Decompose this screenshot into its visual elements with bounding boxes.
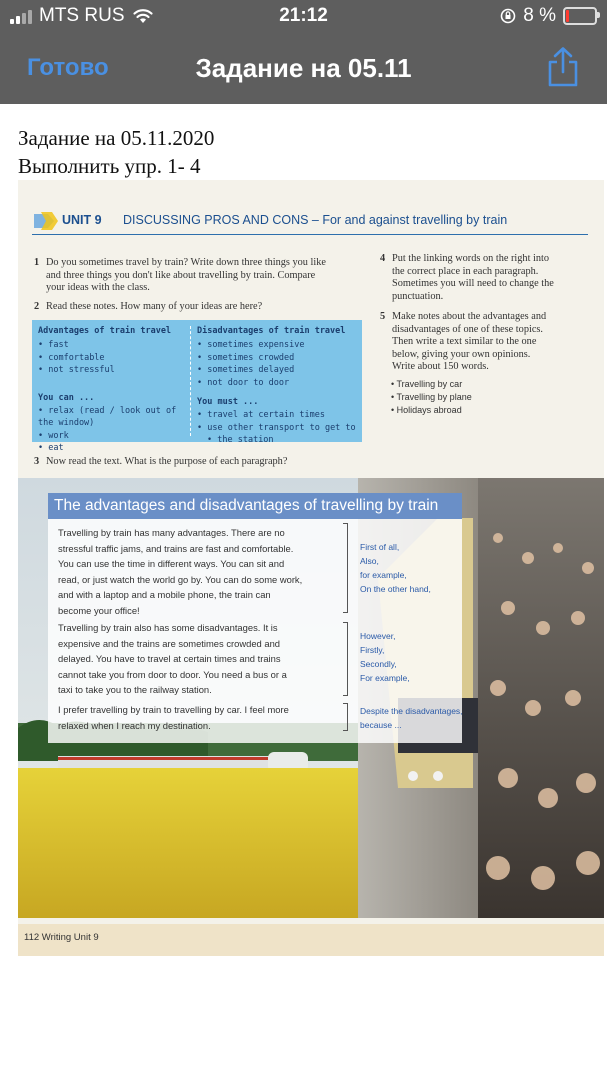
reading-title: The advantages and disadvantages of travelling by train: [48, 493, 462, 519]
note-item: • eat: [38, 442, 186, 455]
bracket: [343, 703, 348, 731]
note-item: • the station: [197, 434, 357, 447]
page-number: 112 Writing Unit 9: [24, 932, 99, 943]
carrier-label: MTS RUS: [39, 5, 125, 26]
advantages-column: [38, 326, 186, 455]
linking-word: First of all,: [360, 542, 400, 552]
bracket: [343, 523, 348, 613]
note-item: • not door to door: [197, 377, 357, 390]
question-text: Sometimes you will need to change the: [392, 278, 554, 289]
question-text: Then write a text similar to the one: [392, 336, 537, 347]
linking-word: Also,: [360, 556, 379, 566]
paragraph-line: stressful traffic jams, and trains are fast and comfortable.: [58, 542, 294, 554]
note-item: • comfortable: [38, 352, 186, 365]
you-can-header: You can ...: [38, 392, 95, 403]
paragraph-line: taxi to take you to the railway station.: [58, 684, 212, 695]
question-text: Put the linking words on the right into: [392, 253, 550, 264]
question-text: Make notes about the advantages and: [392, 311, 547, 322]
paragraph-line: You can use the time in different ways. You can sit and: [58, 558, 285, 569]
unit-header: [32, 210, 588, 235]
note-item: • sometimes crowded: [197, 352, 357, 365]
clock: 21:12: [279, 5, 328, 26]
linking-words-3: [360, 704, 463, 732]
question-text: the correct place in each paragraph.: [392, 265, 539, 277]
share-icon[interactable]: [545, 46, 581, 88]
paragraph-line: delayed. You have to travel at certain times and trains: [58, 653, 281, 664]
question-number: 5: [380, 311, 386, 322]
question-5: [380, 311, 592, 374]
status-bar: [0, 0, 607, 34]
disadvantages-header: Disadvantages of train travel: [197, 326, 346, 336]
paragraph-line: I prefer travelling by train to travelling by car. I feel more: [58, 704, 289, 715]
question-3: [34, 456, 366, 469]
note-item: • sometimes expensive: [197, 339, 357, 352]
topics-list: [391, 378, 472, 417]
advantages-header: Advantages of train travel: [38, 326, 172, 336]
textbook-page-image: [18, 180, 604, 956]
paragraph-line: relaxed when I reach my destination.: [58, 719, 211, 731]
note-item: • work: [38, 430, 186, 443]
linking-words-1: [360, 540, 431, 596]
document-line-task: Выполнить упр. 1- 4: [18, 154, 201, 178]
linking-word: Firstly,: [360, 645, 385, 655]
paragraph-line: and with a laptop and a mobile phone, the train can: [58, 589, 271, 600]
note-item: • use other transport to get to: [197, 422, 357, 435]
paragraph-line: cannot take you from door to door. You need a bus or a: [58, 668, 287, 680]
document-text: [18, 124, 214, 180]
linking-word: for example,: [360, 570, 407, 580]
question-text: Write about 150 words.: [392, 361, 489, 372]
question-text: punctuation.: [392, 290, 444, 302]
nav-title: Задание на 05.11: [195, 53, 412, 83]
question-text: below, giving your own opinions.: [392, 348, 531, 360]
linking-word: Despite the disadvantages,: [360, 706, 463, 716]
question-text: and three things you don't like about travelling by train. Compare: [46, 269, 316, 281]
linking-words-2: [360, 629, 410, 685]
topic-item: • Travelling by car: [391, 378, 472, 391]
question-text: your ideas with the class.: [46, 282, 150, 293]
nav-bar: [0, 34, 607, 104]
question-text: Read these notes. How many of your ideas are here?: [46, 301, 263, 312]
question-text: Do you sometimes travel by train? Write down three things you like: [46, 257, 326, 268]
paragraph-line: read, or just watch the world go by. You can do some work,: [58, 573, 303, 585]
unit-label: UNIT 9: [62, 213, 102, 227]
note-item: • not stressful: [38, 364, 186, 377]
paragraph-line: expensive and the trains are sometimes crowded and: [58, 637, 280, 649]
unit-arrow-icon: [32, 210, 62, 232]
note-item: • sometimes delayed: [197, 364, 357, 377]
bracket: [343, 622, 348, 696]
paragraph-line: Travelling by train also has some disadvantages. It is: [58, 622, 278, 633]
linking-word: However,: [360, 631, 396, 641]
disadvantages-column: [190, 326, 357, 445]
topic-item: • Travelling by plane: [391, 391, 472, 404]
document-line-date: Задание на 05.11.2020: [18, 126, 215, 150]
paragraph-line: become your office!: [58, 604, 140, 616]
you-must-header: You must ...: [197, 397, 259, 407]
linking-word: On the other hand,: [360, 584, 431, 594]
unit-title: DISCUSSING PROS AND CONS – For and against travelling by train: [123, 213, 508, 227]
question-text: disadvantages of one of these topics.: [392, 323, 543, 335]
paragraph-1: [58, 525, 348, 618]
question-number: 4: [380, 253, 386, 264]
note-item: • travel at certain times: [197, 409, 357, 422]
status-right: [500, 5, 597, 27]
question-number: 3: [34, 456, 40, 467]
question-text: Now read the text. What is the purpose of each paragraph?: [46, 456, 288, 467]
rotation-lock-icon: [500, 8, 516, 24]
battery-icon: [563, 7, 597, 25]
linking-word: For example,: [360, 673, 410, 683]
topic-item: • Holidays abroad: [391, 404, 472, 417]
question-4: [380, 253, 592, 303]
note-item: • fast: [38, 339, 186, 352]
notes-box: [32, 320, 362, 453]
battery-percent: 8 %: [523, 5, 556, 26]
paragraph-3: [58, 702, 348, 733]
page-footer: [18, 924, 604, 956]
question-2: [34, 301, 366, 314]
question-number: 2: [34, 301, 40, 312]
question-number: 1: [34, 257, 40, 268]
note-item: • relax (read / look out of the window): [38, 405, 186, 430]
paragraph-2: [58, 620, 348, 698]
question-1: [34, 257, 366, 295]
linking-word: because ...: [360, 720, 402, 730]
linking-word: Secondly,: [360, 659, 397, 669]
paragraph-line: Travelling by train has many advantages. There are no: [58, 527, 285, 538]
done-button[interactable]: Готово: [27, 54, 109, 81]
